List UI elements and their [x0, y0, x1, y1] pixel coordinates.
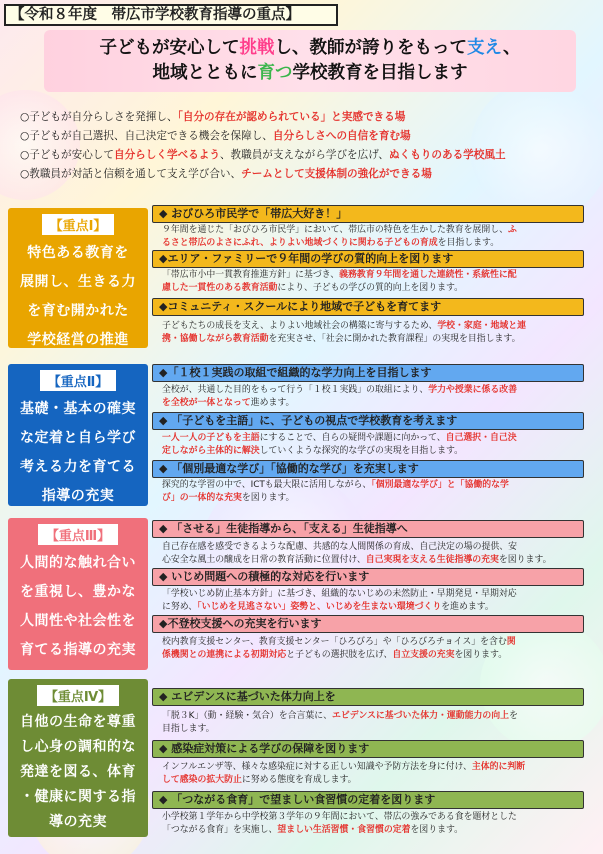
item-description: ９年間を通じた「おびひろ市民学」において、帯広市の特色を生かした教育を展開し、ふ るさと帯広のよさにふれ、よりよい地域づくりに関わる子どもの育成を目指します。: [162, 225, 517, 248]
focus-4-box: [8, 679, 148, 837]
item-description: 探究的な学習の中で、ICTも最大限に活用しながら、「個別最適な学び」と「協働的な学 び」の一体的な充実を図ります。: [162, 480, 509, 503]
vision-banner: [44, 30, 576, 92]
item-description: 「帯広市小中一貫教育推進方針」に基づき、義務教育９年間を通した連続性・系統性に配 慮した一貫性のある教育活動により、子どもの学びの質的向上を図ります。: [162, 270, 517, 293]
item-heading: ◆ 「子どもを主語」に、子どもの視点で学校教育を考えます: [152, 412, 584, 430]
item-heading: ◆ 「つながる食育」で望ましい食習慣の定着を図ります: [152, 791, 584, 809]
page-title: 【令和８年度 帯広市学校教育指導の重点】: [4, 4, 338, 26]
focus-description: 自他の生命を尊重 し心身の調和的な 発達を図る、体育 ・健康に関する指 導の充実: [20, 714, 136, 830]
item-heading: ◆不登校支援への充実を行います: [152, 615, 584, 633]
focus-3-box: [8, 518, 148, 670]
vision-line-1: 子どもが安心して挑戦し、教師が誇りをもって支え、: [99, 38, 521, 58]
item-description: 「学校いじめ防止基本方針」に基づき、組織的ないじめの未然防止・早期発見・早期対応 に努め、「いじめを見逃さない」姿勢と、いじめを生まない環境づくりを進めます。: [162, 589, 517, 612]
item-heading: ◆ 「させる」生徒指導から、「支える」生徒指導へ: [152, 520, 584, 538]
item-heading: ◆エリア・ファミリーで９年間の学びの質的向上を図ります: [152, 250, 584, 268]
item-heading: ◆コミュニティ・スクールにより地域で子どもを育てます: [152, 298, 584, 316]
focus-2-box: [8, 364, 148, 506]
item-description: 小学校第１学年から中学校第３学年の９年間において、帯広の強みである食を題材とした 「つながる食育」を実施し、望ましい生活習慣・食習慣の定着を図ります。: [162, 812, 517, 835]
item-heading: ◆ 感染症対策による学びの保障を図ります: [152, 740, 584, 758]
focus-description: 基礎・基本の確実 な定着と自ら学び 考える力を育てる 指導の充実: [20, 401, 136, 504]
item-description: 子どもたちの成長を支え、よりよい地域社会の構築に寄与するため、学校・家庭・地域と連 携・協働しながら教育活動を充実させ、「社会に開かれた教育課程」の実現を目指します。: [162, 321, 527, 344]
item-description: インフルエンザ等、様々な感染症に対する正しい知識や予防方法を身に付け、主体的に判断 して感染の拡大防止に努める態度を育成します。: [162, 762, 526, 785]
item-description: 一人一人の子どもを主語にすることで、自らの疑問や課題に向かって、自己選択・自己決 定しながら主体的に解決していくような探究的な学びの実現を目指します。: [162, 433, 517, 456]
principle-item: ○教職員が対話と信頼を通して支え学び合い、チームとして支援体制の強化ができる場: [20, 168, 432, 180]
item-heading: ◆「１校１実践の取組で組織的な学力向上を目指します: [152, 364, 584, 382]
item-heading: ◆ 「個別最適な学び」「協働的な学び」を充実します: [152, 460, 584, 478]
item-description: 全校が、共通した目的をもって行う「１校１実践」の取組により、学力や授業に係る改善 を全校が一体となって進めます。: [162, 385, 517, 408]
item-heading: ◆ エビデンスに基づいた体力向上を: [152, 688, 584, 706]
principle-item: ○子どもが自己選択、自己決定できる機会を保障し、自分らしさへの自信を育む場: [20, 130, 411, 142]
item-heading: ◆ おびひろ市民学で「帯広大好き！」: [152, 205, 584, 223]
focus-title: 【重点Ⅲ】: [38, 524, 118, 545]
principle-item: ○子どもが安心して自分らしく学べるよう、教職員が支えながら学びを広げ、ぬくもりのある学校風土: [20, 149, 506, 161]
focus-description: 人間的な触れ合い を重視し、豊かな 人間性や社会性を 育てる指導の充実: [20, 555, 136, 658]
item-description: 校内教育支援センター、教育支援センター「ひろびろ」や「ひろびろチョイス」を含む関 係機関との連携による初期対応と子どもの選択肢を広げ、自立支援の充実を図ります。: [162, 637, 516, 660]
principles-list: [20, 108, 592, 184]
item-description: 自己存在感を感受できるような配慮、共感的な人間関係の育成、自己決定の場の提供、安 心安全な風土の醸成を日常の教育活動に位置付け、自己実現を支える生徒指導の充実を図ります。: [162, 542, 552, 565]
focus-description: 特色ある教育を 展開し、生きる力 を育む開かれた 学校経営の推進: [20, 245, 136, 348]
focus-title: 【重点Ⅳ】: [37, 685, 119, 706]
item-description: 「脱３K」（動・経験・気合）を合言葉に、エビデンスに基づいた体力・運動能力の向上を 目指します。: [162, 711, 518, 734]
item-heading: ◆ いじめ問題への積極的な対応を行います: [152, 568, 584, 586]
focus-title: 【重点Ⅱ】: [40, 370, 117, 391]
focus-1-box: [8, 208, 148, 348]
principle-item: ○子どもが自分らしさを発揮し、「自分の存在が認められている」と実感できる場: [20, 111, 406, 123]
vision-line-2: 地域とともに育つ学校教育を目指します: [152, 63, 468, 83]
focus-title: 【重点Ⅰ】: [42, 214, 115, 235]
